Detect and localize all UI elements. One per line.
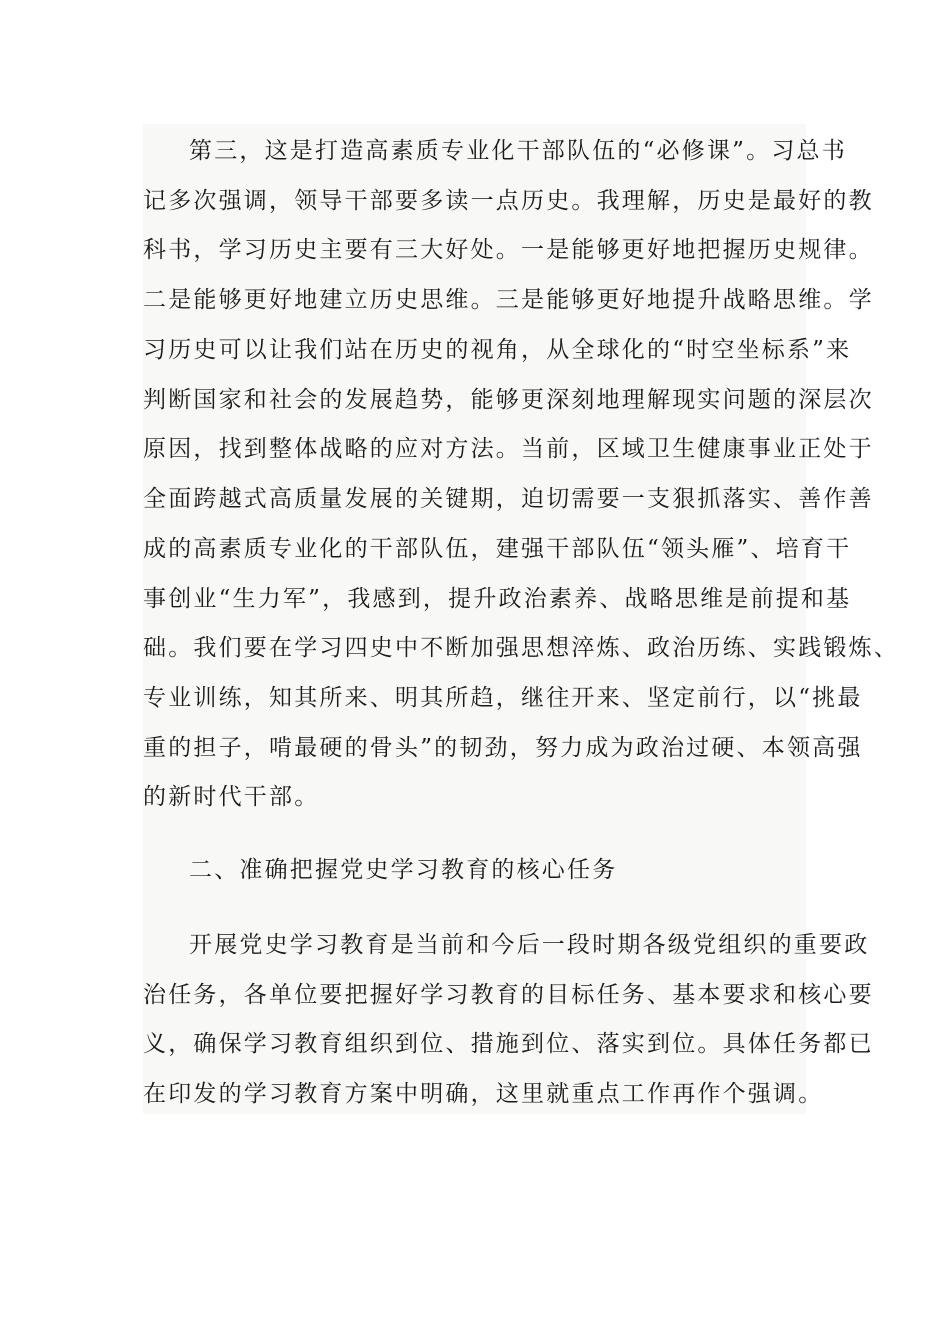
paragraph-line: 记多次强调，领导干部要多读一点历史。我理解，历史是最好的教 <box>143 188 874 214</box>
section-heading: 二、准确把握党史学习教育的核心任务 <box>189 857 618 883</box>
paragraph-line: 治任务，各单位要把握好学习教育的目标任务、基本要求和核心要 <box>143 982 874 1008</box>
paragraph-line: 在印发的学习教育方案中明确，这里就重点工作再作个强调。 <box>143 1081 824 1107</box>
paragraph-line: 科书，学习历史主要有三大好处。一是能够更好地把握历史规律。 <box>143 237 874 263</box>
paragraph-line: 成的高素质专业化的干部队伍，建强干部队伍“领头雁”、培育干 <box>143 536 852 562</box>
paragraph-line: 习历史可以让我们站在历史的视角，从全球化的“时空坐标系”来 <box>143 337 852 363</box>
paragraph-line: 事创业“生力军”，我感到，提升政治素养、战略思维是前提和基 <box>143 586 852 612</box>
paragraph-line: 开展党史学习教育是当前和今后一段时期各级党组织的重要政 <box>189 932 870 958</box>
paragraph-line: 专业训练，知其所来、明其所趋，继往开来、坚定前行，以“挑最 <box>143 685 863 711</box>
paragraph-line: 全面跨越式高质量发展的关键期，迫切需要一支狠抓落实、善作善 <box>143 486 874 512</box>
paragraph-line: 二是能够更好地建立历史思维。三是能够更好地提升战略思维。学 <box>143 287 874 313</box>
document-body <box>143 124 899 1114</box>
paragraph-line: 判断国家和社会的发展趋势，能够更深刻地理解现实问题的深层次 <box>143 387 874 413</box>
paragraph-line: 的新时代干部。 <box>143 784 320 810</box>
paragraph-line: 第三，这是打造高素质专业化干部队伍的“必修课”。习总书 <box>189 138 847 164</box>
paragraph-line: 原因，找到整体战略的应对方法。当前，区域卫生健康事业正处于 <box>143 436 874 462</box>
paragraph-line: 重的担子，啃最硬的骨头”的韧劲，努力成为政治过硬、本领高强 <box>143 735 863 761</box>
paragraph-line: 础。我们要在学习四史中不断加强思想淬炼、政治历练、实践锻炼、 <box>143 635 899 661</box>
paragraph-line: 义，确保学习教育组织到位、措施到位、落实到位。具体任务都已 <box>143 1031 874 1057</box>
